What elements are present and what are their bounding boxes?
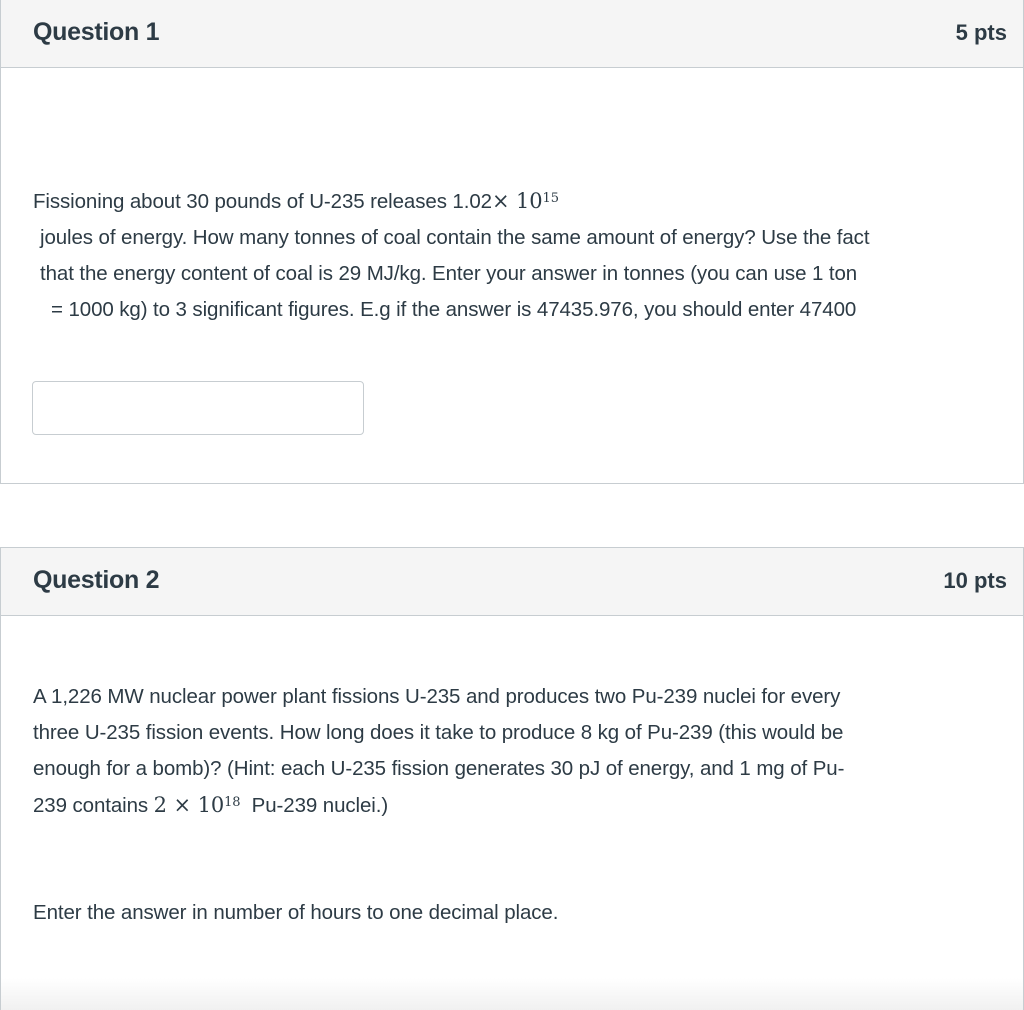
question-1-answer-input[interactable] — [32, 381, 364, 435]
question-1-header — [1, 0, 1023, 68]
question-2-math — [154, 793, 241, 817]
question-1-text-prefix: Fissioning about 30 pounds of U-235 releases 1.02 — [33, 190, 492, 213]
question-2-card — [0, 547, 1024, 1010]
question-2-math-coef: 2 — [153, 793, 167, 817]
question-2-text-line-1: A 1,226 MW nuclear power plant fissions U-235 and produces two Pu-239 nuclei for every — [33, 685, 841, 708]
question-2-math-times: × — [173, 793, 192, 817]
question-2-points: 10 pts — [943, 568, 1007, 593]
question-1-text-line-1 — [33, 183, 559, 223]
question-2-text-line-4 — [33, 787, 388, 827]
question-2-text-prefix: 239 contains — [33, 794, 149, 817]
question-2-math-base: 10 — [197, 793, 225, 817]
question-2-header — [1, 548, 1023, 616]
question-1-text-line-2: joules of energy. How many tonnes of coal contain the same amount of energy? Use the fact — [40, 226, 870, 249]
question-2-text-line-2: three U-235 fission events. How long does it take to produce 8 kg of Pu-239 (this would be — [33, 721, 844, 744]
question-2-instruction: Enter the answer in number of hours to one decimal place. — [33, 901, 559, 924]
question-1-math-exp: 15 — [542, 191, 559, 206]
question-1-math — [492, 189, 559, 213]
question-1-math-times: × — [491, 189, 510, 213]
question-1-text-line-4: = 1000 kg) to 3 significant figures. E.g if the answer is 47435.976, you should enter 47400 — [51, 298, 857, 321]
question-1-text-line-3: that the energy content of coal is 29 MJ/kg. Enter your answer in tonnes (you can use 1 ton — [40, 262, 858, 285]
question-1-points: 5 pts — [955, 20, 1007, 45]
question-1-card — [0, 0, 1024, 484]
question-2-math-exp: 18 — [224, 795, 241, 810]
question-1-math-base: 10 — [516, 189, 543, 213]
question-2-text-line-3: enough for a bomb)? (Hint: each U-235 fission generates 30 pJ of energy, and 1 mg of Pu- — [33, 757, 845, 780]
question-2-title: Question 2 — [33, 566, 160, 594]
question-2-text-suffix: Pu-239 nuclei.) — [251, 794, 389, 817]
scroll-fade — [1, 978, 1023, 1010]
question-1-title: Question 1 — [33, 18, 160, 46]
